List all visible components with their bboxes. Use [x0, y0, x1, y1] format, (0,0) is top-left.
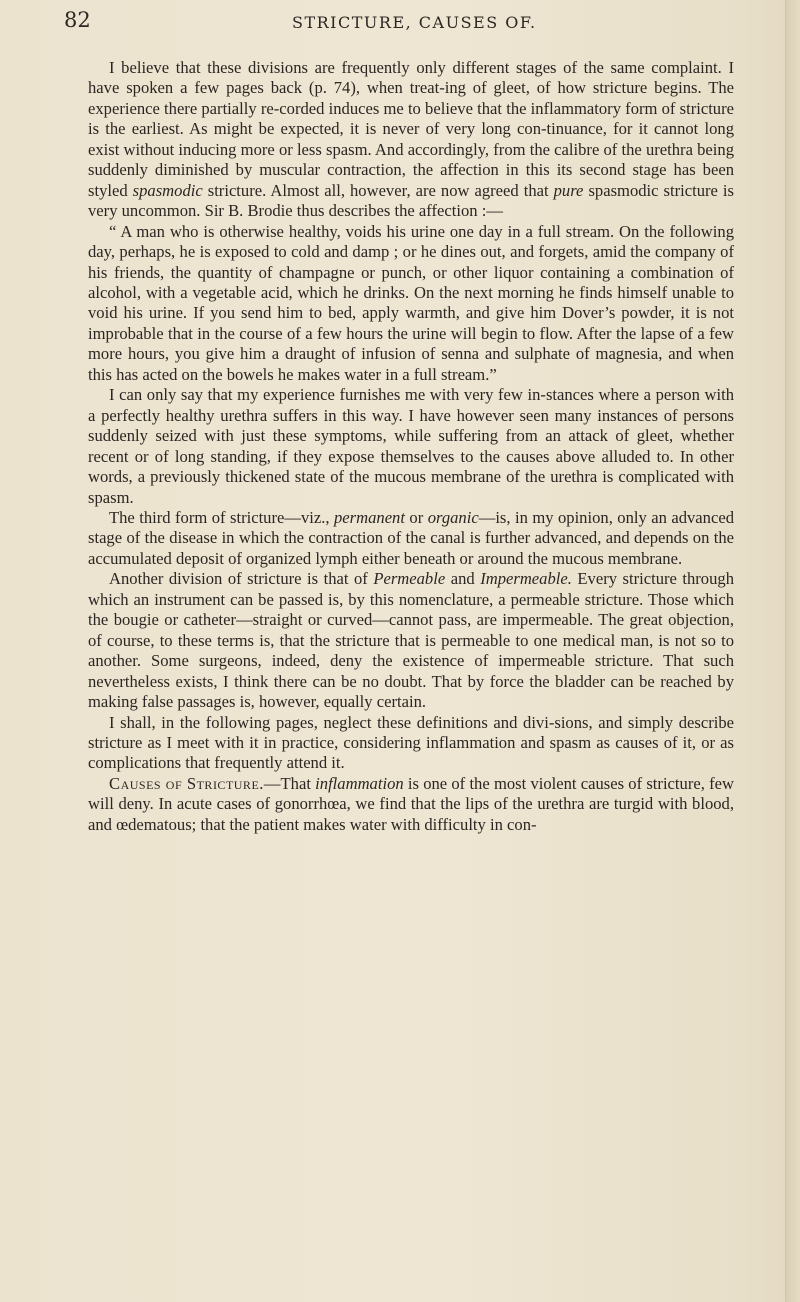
page-header	[64, 8, 714, 40]
paragraph-experience: I can only say that my experience furnishes me with very few in-stances where a person with a perfectly healthy urethra suffers in this way. I have however seen many instances of persons suddenly seized with just these symptoms, while suffering from an attack of gleet, whether recent or of long standing, if they expose themselves to the causes above alluded to. In other words, a previously thickened state of the mucous membrane of the urethra is complicated with spasm.	[88, 385, 734, 507]
quotation-brodie: “ A man who is otherwise healthy, voids his urine one day in a full stream. On the following day, perhaps, he is exposed to cold and damp ; or he dines out, and forgets, amid the company of his friends, the quantity of champagne or punch, or other liquor containing a combination of alcohol, with a vegetable acid, which he drinks. On the next morning he finds himself unable to void his urine. If you send him to bed, apply warmth, and give him Dover’s powder, it is not improbable that in the course of a few hours the urine will begin to flow. After the lapse of a few more hours, you give him a draught of infusion of senna and sulphate of magnesia, and when this has acted on the bowels he makes water in a full stream.”	[88, 221, 734, 384]
paragraph-divisions: I believe that these divisions are frequently only different stages of the same complaint. I have spoken a few pages back (p. 74), when treat-ing of gleet, of how stricture begins. The experience there partially re-corded induces me to believe that the inflammatory form of stricture is the earliest. As might be expected, it is never of very long con-tinuance, for it cannot long exist without inducing more or less spasm. And accordingly, from the calibre of the urethra being suddenly diminished by muscular contraction, the affection in this its second stage has been styled spasmodic stricture. Almost all, however, are now agreed that pure spasmodic stricture is very uncommon. Sir B. Brodie thus describes the affection :—	[88, 58, 734, 221]
body-text	[88, 58, 734, 835]
paragraph-third-form: The third form of stricture—viz., permanent or organic—is, in my opinion, only an advanced stage of the disease in which the contraction of the canal is further advanced, and depends on the accumulated deposit of organized lymph either beneath or around the mucous membrane.	[88, 507, 734, 568]
running-head: STRICTURE, CAUSES OF.	[292, 13, 537, 32]
page-number: 82	[64, 8, 91, 32]
paragraph-following-pages: I shall, in the following pages, neglect these definitions and divi-sions, and simply describe stricture as I meet with it in practice, considering inflammation and spasm as causes of it, or as complications that frequently attend it.	[88, 712, 734, 773]
paragraph-permeable: Another division of stricture is that of Permeable and Impermeable. Every stricture through which an instrument can be passed is, by this nomenclature, a permeable stricture. Those which the bougie or catheter—straight or curved—cannot pass, are impermeable. The great objection, of course, to these terms is, that the stricture that is permeable to one medical man, is not so to another. Some surgeons, indeed, deny the existence of impermeable stricture. That such nevertheless exists, I think there can be no doubt. That by force the bladder can be reached by making false passages is, however, equally certain.	[88, 569, 734, 712]
section-heading: Causes of Stricture.	[109, 773, 264, 793]
page-edge	[785, 0, 800, 1302]
paragraph-causes: Causes of Stricture.—That inflammation is one of the most violent causes of stricture, few will deny. In acute cases of gonorrhœa, we find that the lips of the urethra are turgid with blood, and œdematous; that the patient makes water with difficulty in con-	[88, 773, 734, 834]
